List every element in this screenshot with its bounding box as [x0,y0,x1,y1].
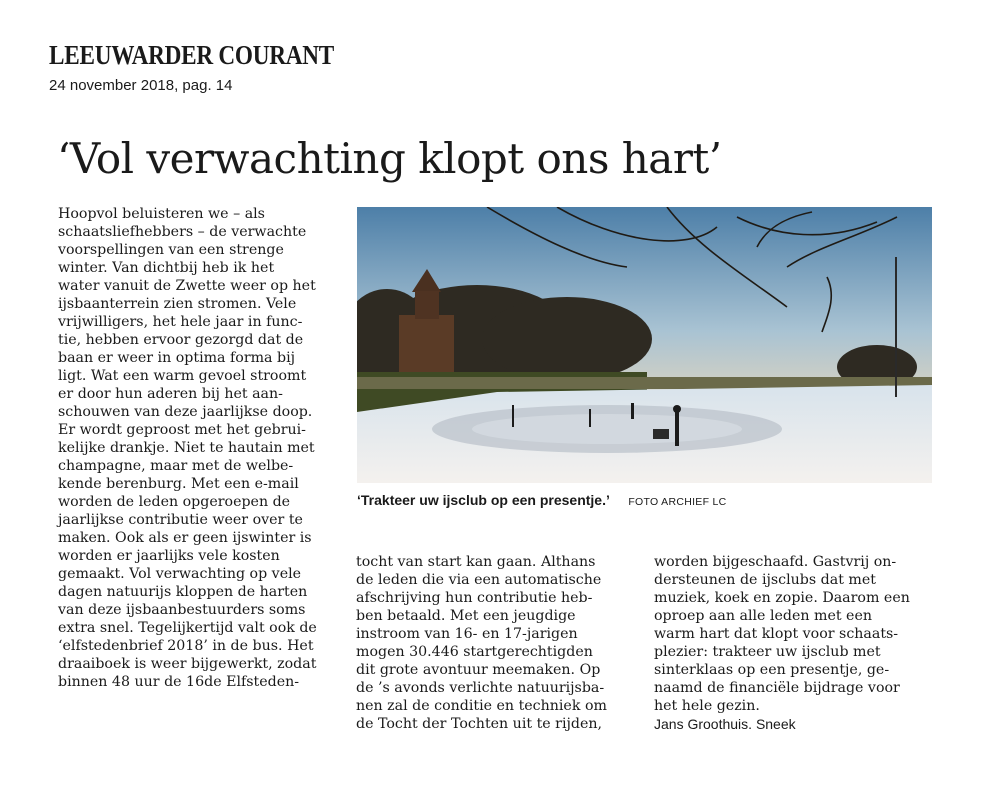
article-text-line: extra snel. Tegelijkertijd valt ook de [58,620,317,636]
article-text-line: muziek, koek en zopie. Daarom een [654,590,910,606]
photo-caption [357,492,727,510]
article-text-line: Er wordt geproost met het gebrui- [58,422,306,438]
article-text-line: dit grote avontuur meemaken. Op [356,662,601,678]
article-text-line: jaarlijkse contributie weer over te [58,512,303,528]
article-text-line: water vanuit de Zwette weer op het [58,278,316,294]
article-text-line: draaiboek is weer bijgewerkt, zodat [58,656,317,672]
article-text-line: nen zal de conditie en techniek om [356,698,607,714]
publication-dateline: 24 november 2018, pag. 14 [49,77,233,94]
article-column-1 [58,205,317,691]
newspaper-masthead: LEEUWARDER COURANT [49,40,334,70]
article-text-line: sinterklaas op een presentje, ge- [654,662,890,678]
article-text-line: schaatsliefhebbers – de verwachte [58,224,307,240]
article-column-2 [356,553,607,733]
article-text-line: oproep aan alle leden met een [654,608,872,624]
article-text-line: worden de leden opgeroepen de [58,494,291,510]
article-column-3 [654,553,910,733]
article-text-line: tocht van start kan gaan. Althans [356,554,596,570]
author-signature: Jans Groothuis. Sneek [654,716,796,732]
article-text-line: het hele gezin. [654,698,760,714]
article-text-line: vrijwilligers, het hele jaar in func- [58,314,303,330]
article-text-line: Hoopvol beluisteren we – als [58,206,265,222]
article-text-line: worden er jaarlijks vele kosten [58,548,280,564]
article-text-line: winter. Van dichtbij heb ik het [58,260,275,276]
article-text-line: van deze ijsbaanbestuurders soms [58,602,306,618]
article-text-line: de ’s avonds verlichte natuurijsba- [356,680,605,696]
article-text-line: kelijke drankje. Niet te hautain met [58,440,315,456]
article-text-line: worden bijgeschaafd. Gastvrij on- [654,554,897,570]
article-text-line: schouwen van deze jaarlijkse doop. [58,404,313,420]
article-headline: ‘Vol verwachting klopt ons hart’ [57,134,722,183]
article-text-line: er door hun aderen bij het aan- [58,386,283,402]
article-text-line: afschrijving hun contributie heb- [356,590,593,606]
article-column-3-lines [654,553,910,715]
article-text-line: mogen 30.446 startgerechtigden [356,644,593,660]
article-text-line: ijsbaanterrein zien stromen. Vele [58,296,297,312]
article-text-line: maken. Ook als er geen ijswinter is [58,530,312,546]
article-text-line: baan er weer in optima forma bij [58,350,296,366]
article-text-line: naamd de financiële bijdrage voor [654,680,900,696]
article-photo [357,207,932,483]
photo-caption-text: ‘Trakteer uw ijsclub op een presentje.’ [357,492,610,508]
article-text-line: plezier: trakteer uw ijsclub met [654,644,881,660]
article-text-line: ligt. Wat een warm gevoel stroomt [58,368,307,384]
photo-credit: FOTO ARCHIEF LC [628,496,727,508]
article-text-line: gemaakt. Vol verwachting op vele [58,566,302,582]
article-text-line: instroom van 16- en 17-jarigen [356,626,578,642]
article-text-line: ben betaald. Met een jeugdige [356,608,576,624]
article-text-line: de Tocht der Tochten uit te rijden, [356,716,603,732]
article-text-line: voorspellingen van een strenge [58,242,284,258]
article-text-line: tie, hebben ervoor gezorgd dat de [58,332,304,348]
article-text-line: binnen 48 uur de 16de Elfsteden- [58,674,300,690]
article-text-line: ‘elfstedenbrief 2018’ in de bus. Het [58,638,314,654]
article-text-line: de leden die via een automatische [356,572,602,588]
article-text-line: dersteunen de ijsclubs dat met [654,572,876,588]
article-text-line: champagne, maar met de welbe- [58,458,294,474]
article-text-line: warm hart dat klopt voor schaats- [654,626,899,642]
article-text-line: kende berenburg. Met een e-mail [58,476,299,492]
article-text-line: dagen natuurijs kloppen de harten [58,584,308,600]
